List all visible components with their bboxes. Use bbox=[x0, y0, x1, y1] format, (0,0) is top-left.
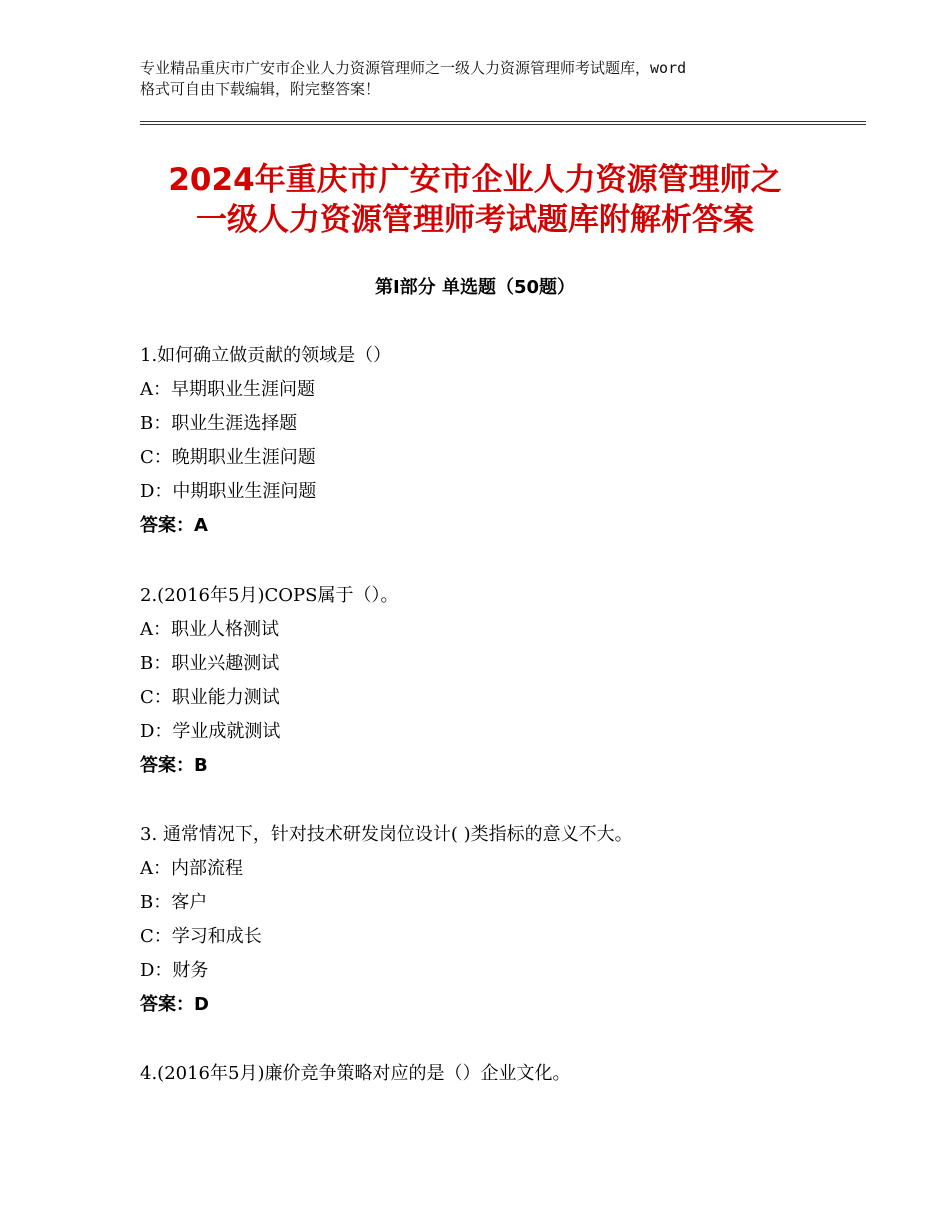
option-a: A：早期职业生涯问题 bbox=[140, 379, 315, 400]
header-divider bbox=[140, 121, 866, 122]
document-title-line: 2024年重庆市广安市企业人力资源管理师之 bbox=[168, 162, 782, 198]
option-b: B：职业兴趣测试 bbox=[140, 653, 280, 674]
question-stem: 3. 通常情况下，针对技术研发岗位设计( )类指标的意义不大。 bbox=[140, 824, 633, 845]
question-block bbox=[140, 818, 900, 1022]
question-block bbox=[140, 579, 900, 783]
option-a: A：职业人格测试 bbox=[140, 619, 279, 640]
answer-line: 答案：D bbox=[140, 994, 209, 1015]
answer-line: 答案：B bbox=[140, 755, 208, 776]
document-title-line: 一级人力资源管理师考试题库附解析答案 bbox=[196, 202, 754, 238]
question-stem: 1.如何确立做贡献的领域是（） bbox=[140, 345, 392, 366]
question-block bbox=[140, 339, 900, 543]
option-b: B：客户 bbox=[140, 892, 208, 913]
header-note-line: 格式可自由下载编辑，附完整答案！ bbox=[140, 80, 381, 98]
question-stem: 2.(2016年5月)COPS属于（）。 bbox=[140, 585, 399, 606]
option-d: D：学业成就测试 bbox=[140, 721, 281, 742]
option-d: D：中期职业生涯问题 bbox=[140, 481, 317, 502]
option-b: B：职业生涯选择题 bbox=[140, 413, 298, 434]
option-a: A：内部流程 bbox=[140, 858, 243, 879]
option-c: C：晚期职业生涯问题 bbox=[140, 447, 316, 468]
option-c: C：职业能力测试 bbox=[140, 687, 280, 708]
question-block bbox=[140, 1057, 900, 1091]
document-title bbox=[110, 160, 840, 240]
header-note bbox=[140, 58, 830, 100]
option-c: C：学习和成长 bbox=[140, 926, 262, 947]
section-title: 第Ⅰ部分 单选题（50题） bbox=[374, 277, 575, 298]
header-note-line: 专业精品重庆市广安市企业人力资源管理师之一级人力资源管理师考试题库，word bbox=[140, 59, 687, 77]
question-stem: 4.(2016年5月)廉价竞争策略对应的是（）企业文化。 bbox=[140, 1063, 571, 1084]
answer-line: 答案：A bbox=[140, 515, 208, 536]
option-d: D：财务 bbox=[140, 960, 209, 981]
header-divider bbox=[140, 124, 866, 125]
